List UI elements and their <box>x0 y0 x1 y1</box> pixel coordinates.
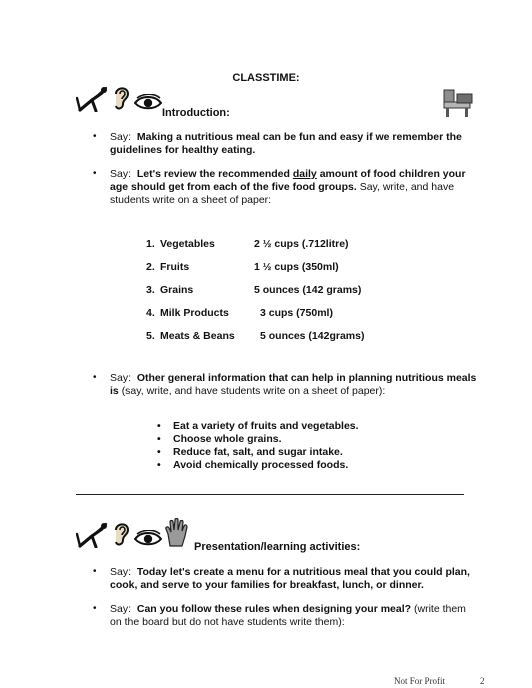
say-label: Say: <box>110 603 132 615</box>
eye-icon <box>134 530 162 548</box>
presentation-icon-group <box>76 518 188 548</box>
food-group-item <box>146 307 446 319</box>
presentation-paragraph-2 <box>110 603 480 629</box>
food-group-label: Grains <box>160 284 194 296</box>
presentation-paragraph-1-text: Today let's create a menu for a nutritious meal that you could plan, cook, and serve to your families for breakfast, lunch, or dinner. <box>110 566 470 591</box>
chair-icon <box>440 88 474 118</box>
intro-paragraph-2 <box>110 168 480 207</box>
presentation-paragraph-2-bold: Can you follow these rules when designing your meal? <box>136 603 412 615</box>
food-group-number: 1. <box>146 238 155 250</box>
food-group-number: 4. <box>146 307 155 319</box>
tip-item: • Choose whole grains. <box>157 433 457 446</box>
food-group-item <box>146 238 446 250</box>
food-group-label: Fruits <box>160 261 190 273</box>
ear-icon <box>112 520 132 548</box>
tip-item: • Reduce fat, salt, and sugar intake. <box>157 446 457 459</box>
intro-paragraph-3 <box>110 372 480 398</box>
intro-paragraph-1-text: Making a nutritious meal can be fun and easy if we remember the guidelines for healthy eating. <box>110 131 462 156</box>
food-group-item <box>146 284 446 296</box>
page-number: 2 <box>480 676 485 686</box>
intro-paragraph-1 <box>110 131 470 157</box>
bullet-marker: • <box>93 603 97 614</box>
say-label: Say: <box>110 566 132 578</box>
presentation-paragraph-2-plain: (write them on the board but do not have students write them): <box>110 603 466 628</box>
intro-paragraph-3-bold: Other general information that can help in planning nutritious meals is <box>110 372 477 397</box>
food-group-label: Meats & Beans <box>160 330 235 342</box>
food-group-item <box>146 261 446 273</box>
say-label: Say: <box>110 168 132 180</box>
stretching-figure-icon <box>76 86 110 112</box>
presentation-heading: Presentation/learning activities: <box>194 541 361 553</box>
food-group-amount: 2 ½ cups (.712litre) <box>254 238 349 250</box>
tip-item: • Avoid chemically processed foods. <box>157 459 457 472</box>
intro-paragraph-2-plain: Say, write, and have students write on a sheet of paper: <box>110 181 455 206</box>
footer-note: Not For Profit <box>394 676 446 686</box>
intro-paragraph-2-underline: daily <box>292 168 317 180</box>
food-group-number: 2. <box>146 261 155 273</box>
intro-paragraph-3-plain: (say, write, and have students write on a sheet of paper): <box>121 385 386 397</box>
food-group-list <box>146 238 446 342</box>
food-group-amount: 1 ½ cups (350ml) <box>254 261 339 273</box>
hand-icon <box>164 518 188 548</box>
food-group-label: Vegetables <box>160 238 215 250</box>
food-group-amount: 5 ounces (142grams) <box>260 330 365 342</box>
eye-icon <box>134 94 162 112</box>
stretching-figure-icon <box>76 522 110 548</box>
food-group-amount: 3 cups (750ml) <box>260 307 333 319</box>
say-label: Say: <box>110 372 132 384</box>
intro-paragraph-2-bold-b: amount of food children your age should get from each of the five food groups. <box>110 168 466 193</box>
bullet-marker: • <box>93 168 97 179</box>
food-group-item <box>146 330 446 342</box>
presentation-paragraph-1 <box>110 566 480 592</box>
food-group-number: 3. <box>146 284 155 296</box>
section-divider <box>76 494 464 495</box>
ear-icon <box>112 84 132 112</box>
bullet-marker: • <box>93 566 97 577</box>
intro-paragraph-2-bold-a: Let's review the recommended <box>136 168 290 180</box>
food-group-number: 5. <box>146 330 155 342</box>
tips-list <box>157 420 457 472</box>
tip-item: • Eat a variety of fruits and vegetables. <box>157 420 457 433</box>
food-group-label: Milk Products <box>160 307 229 319</box>
page-title: CLASSTIME: <box>232 72 300 84</box>
bullet-marker: • <box>93 372 97 383</box>
say-label: Say: <box>110 131 132 143</box>
intro-heading: Introduction: <box>162 107 230 119</box>
bullet-marker: • <box>93 131 97 142</box>
food-group-amount: 5 ounces (142 grams) <box>254 284 362 296</box>
intro-icon-group <box>76 84 162 112</box>
